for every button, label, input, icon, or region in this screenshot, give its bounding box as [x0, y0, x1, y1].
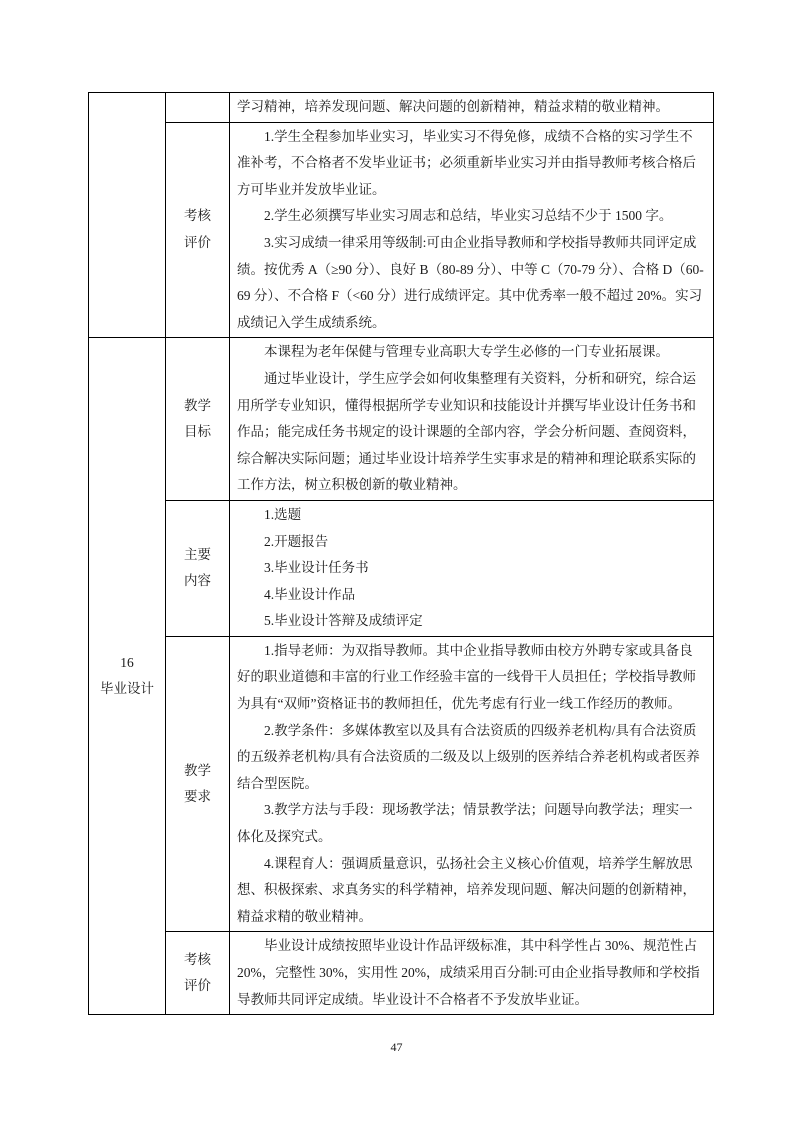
paragraph: 通过毕业设计，学生应学会如何收集整理有关资料，分析和研究，综合运用所学专业知识，懂得根据所学专业知识和技能设计并撰写毕业设计任务书和作品；能完成任务书规定的设计课题的全部内容，学会分析问题、查阅资料，综合解决实际问题；通过毕业设计培养学生实事求是的精神和理论联系实际的工作方法，树立积极创新的敬业精神。 — [237, 370, 696, 493]
table-row-prev-assessment — [89, 122, 714, 338]
label-text: 内容 — [184, 573, 211, 589]
paragraph: 1.学生全程参加毕业实习，毕业实习不得免修，成绩不合格的实习学生不准补考，不合格者不发毕业证书；必须重新毕业实习并由指导教师考核合格后方可毕业并发放毕业证。 — [237, 128, 696, 197]
list-item: 5.毕业设计答辩及成绩评定 — [264, 613, 423, 629]
paragraph: 2.学生必须撰写毕业实习周志和总结，毕业实习总结不少于 1500 字。 — [264, 208, 673, 224]
content-cell-requirements — [230, 636, 714, 932]
list-item: 4.毕业设计作品 — [264, 586, 356, 602]
paragraph: 学习精神，培养发现问题、解决问题的创新精神，精益求精的敬业精神。 — [237, 99, 669, 114]
course-name: 毕业设计 — [100, 681, 154, 697]
table-row-assessment — [89, 932, 714, 1015]
label-text: 要求 — [184, 789, 211, 805]
course-table-wrapper — [88, 92, 714, 1015]
label-cell-assessment-16 — [166, 932, 230, 1015]
paragraph: 2.教学条件：多媒体教室以及具有合法资质的四级养老机构/具有合法资质的五级养老机构/具有合法资质的二级及以上级别的医养结合养老机构或者医养结合型医院。 — [237, 722, 700, 791]
label-text: 教学 — [184, 397, 211, 413]
label-text: 评价 — [184, 234, 211, 250]
list-item: 2.开题报告 — [264, 533, 329, 549]
content-cell-continuation — [230, 93, 714, 123]
table-row-requirements — [89, 636, 714, 932]
content-cell-main-content — [230, 500, 714, 636]
course-cell-16 — [89, 338, 166, 1015]
paragraph: 3.实习成绩一律采用等级制:可由企业指导教师和学校指导教师共同评定成绩。按优秀 A（≥90 分）、良好 B（80-89 分）、中等 C（70-79 分）、合格 D（60-69 分）、不合格 F（<60 分）进行成绩评定。其中优秀率一般不超过 20%。实习成绩记入学生成绩系统。 — [237, 234, 704, 330]
course-table — [88, 92, 714, 1015]
label-text: 目标 — [184, 424, 211, 440]
course-number: 16 — [120, 654, 134, 670]
list-item: 3.毕业设计任务书 — [264, 560, 369, 576]
paragraph: 本课程为老年保健与管理专业高职大专学生必修的一门专业拓展课。 — [264, 344, 669, 360]
label-text: 主要 — [184, 546, 211, 562]
label-cell-assessment — [166, 122, 230, 338]
label-text: 教学 — [184, 762, 211, 778]
label-text: 考核 — [184, 951, 211, 967]
table-row-continuation — [89, 93, 714, 123]
paragraph: 4.课程育人：强调质量意识，弘扬社会主义核心价值观，培养学生解放思想、积极探索、求真务实的科学精神，培养发现问题、解决问题的创新精神，精益求精的敬业精神。 — [237, 855, 696, 924]
content-cell-assessment-16 — [230, 932, 714, 1015]
content-cell-prev-assessment — [230, 122, 714, 338]
table-row-main-content — [89, 500, 714, 636]
label-text: 评价 — [184, 978, 211, 994]
table-row-objectives — [89, 338, 714, 501]
label-cell-main-content — [166, 500, 230, 636]
label-text: 考核 — [184, 208, 211, 224]
paragraph: 毕业设计成绩按照毕业设计作品评级标准，其中科学性占 30%、规范性占 20%，完整性 30%，实用性 20%，成绩采用百分制:可由企业指导教师和学校指导教师共同评定成绩。毕业设计不合格者不予发放毕业证。 — [237, 938, 700, 1007]
label-cell-objectives — [166, 338, 230, 501]
page-number: 47 — [390, 1040, 403, 1054]
label-cell-requirements — [166, 636, 230, 932]
label-cell-empty — [166, 93, 230, 123]
list-item: 1.选题 — [264, 506, 302, 522]
paragraph: 3.教学方法与手段：现场教学法；情景教学法；问题导向教学法；理实一体化及探究式。 — [237, 802, 693, 845]
course-cell-previous-empty — [89, 93, 166, 338]
content-cell-objectives — [230, 338, 714, 501]
paragraph: 1.指导老师：为双指导教师。其中企业指导教师由校方外聘专家或具备良好的职业道德和丰富的行业工作经验丰富的一线骨干人员担任；学校指导教师为具有“双师”资格证书的教师担任，优先考虑有行业一线工作经历的教师。 — [237, 642, 696, 712]
